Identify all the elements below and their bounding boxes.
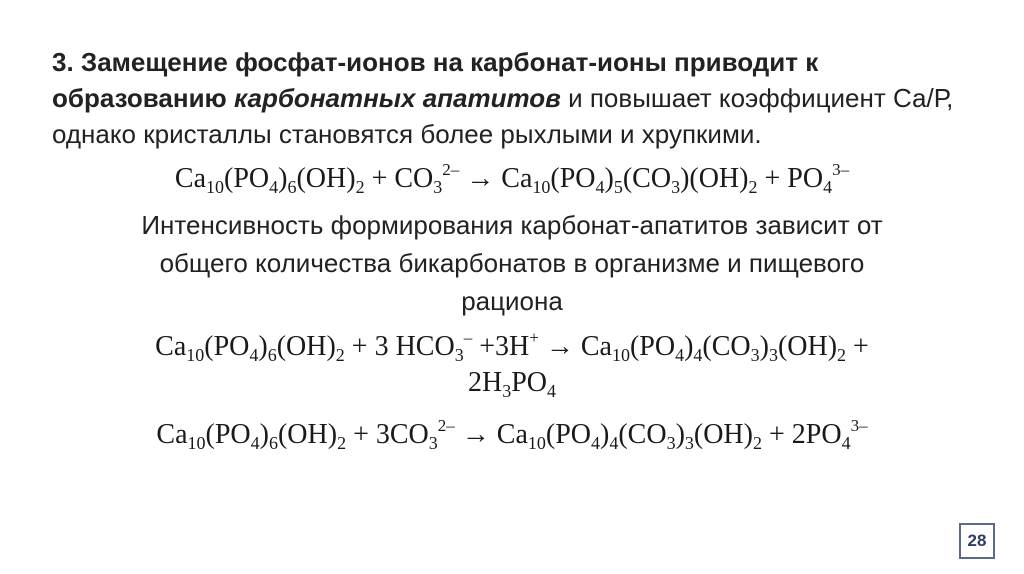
equation-term: Ca — [155, 331, 187, 362]
equation-term: 3 — [750, 345, 760, 365]
equation-term: 10 — [186, 345, 205, 365]
equation-term: (PO — [205, 419, 251, 450]
equation-term: (PO — [629, 331, 676, 362]
equation-term: + 2PO — [761, 419, 842, 450]
equation-term: 10 — [187, 433, 206, 453]
equation-1 — [40, 162, 984, 196]
equation-term: +3H — [472, 331, 530, 362]
equation-term: + CO — [364, 163, 434, 194]
equation-term: (PO — [550, 163, 596, 194]
equation-term: (OH) — [296, 163, 356, 194]
equation-term: → Ca — [459, 163, 533, 194]
equation-term: 4 — [823, 177, 833, 197]
equation-term: (PO — [545, 419, 591, 450]
equation-term: (OH) — [693, 419, 753, 450]
intensity-line-1: Интенсивность формирования карбонат-апатитов зависит от — [141, 210, 883, 240]
intensity-line-2: общего количества бикарбонатов в организме и пищевого — [159, 248, 865, 278]
paragraph-emphasis: карбонатных апатитов — [234, 83, 561, 113]
equation-term: 4 — [269, 177, 279, 197]
equation-term: 5 — [613, 177, 623, 197]
equation-term: 4 — [591, 433, 600, 453]
equation-2 — [40, 330, 984, 364]
equation-term: ) — [259, 419, 269, 450]
equation-term: (OH) — [277, 419, 338, 450]
equation-term: 3– — [832, 160, 850, 179]
equation-term: 6 — [287, 177, 297, 197]
equation-term: 4 — [609, 433, 619, 453]
paragraph-lead: 3. Замещение фосфат-ионов на карбонат-ионы приводит к образованию — [52, 47, 819, 113]
paragraph-rest: и повышает коэффициент Са/Р, однако кристаллы становятся более рыхлыми и хрупкими. — [52, 83, 954, 149]
equation-term: (OH) — [777, 331, 838, 362]
equation-term: ) — [675, 419, 685, 450]
equation-term: 10 — [611, 345, 630, 365]
equation-term: 4 — [250, 433, 260, 453]
equation-term: 4 — [841, 433, 851, 453]
equation-term: + 3 HCO — [344, 331, 455, 362]
equation-term: – — [463, 328, 473, 347]
equation-term: 2– — [442, 160, 460, 179]
equation-term: Ca — [156, 419, 188, 450]
equation-3 — [40, 418, 984, 452]
intro-paragraph — [52, 44, 982, 152]
equation-term: → Ca — [538, 331, 612, 362]
equation-term: + — [529, 328, 539, 347]
equation-term: 2 — [837, 345, 847, 365]
equation-term: + PO — [757, 163, 824, 194]
equation-term: 3 — [671, 177, 681, 197]
equation-term: 3 — [454, 345, 464, 365]
equation-term: 2 — [335, 345, 345, 365]
equation-term: 3– — [850, 416, 868, 435]
equation-term: 3 — [433, 177, 443, 197]
equation-term: (CO — [702, 331, 751, 362]
page-number: 28 — [959, 523, 995, 559]
equation-term: Ca — [174, 163, 207, 194]
equation-term: + — [846, 331, 869, 362]
equation-term: 2 — [752, 433, 762, 453]
equation-term: → Ca — [454, 419, 528, 450]
equation-term: (OH) — [276, 331, 336, 362]
equation-term: (PO — [204, 331, 250, 362]
equation-term: + 3CO — [346, 419, 429, 450]
equation-term: 3 — [768, 345, 778, 365]
equation-term: 10 — [527, 433, 546, 453]
equation-term: ) — [600, 419, 610, 450]
equation-term: 2H — [467, 367, 503, 398]
equation-term: 6 — [267, 345, 277, 365]
equation-term: 10 — [532, 177, 551, 197]
equation-term: )(OH) — [680, 163, 749, 194]
equation-term: 2 — [337, 433, 347, 453]
equation-term: 3 — [502, 381, 512, 401]
equation-term: ) — [258, 331, 268, 362]
equation-term: 3 — [428, 433, 438, 453]
equation-term: 4 — [595, 177, 605, 197]
equation-term: ) — [278, 163, 288, 194]
equation-term: (PO — [224, 163, 270, 194]
equation-2-continuation — [40, 366, 984, 400]
equation-term: 4 — [249, 345, 259, 365]
equation-term: 6 — [268, 433, 278, 453]
equation-term: 3 — [684, 433, 694, 453]
equation-term: PO — [511, 367, 548, 398]
equation-term: 4 — [547, 381, 557, 401]
equation-term: (CO — [622, 163, 672, 194]
equation-term: 2 — [748, 177, 758, 197]
equation-term: 4 — [693, 345, 703, 365]
equation-term: 3 — [666, 433, 676, 453]
equation-term: 2 — [355, 177, 365, 197]
equation-term: 4 — [675, 345, 685, 365]
equation-term: ) — [604, 163, 614, 194]
equation-term: 2– — [437, 416, 455, 435]
equation-term: ) — [684, 331, 694, 362]
equation-term: ) — [759, 331, 769, 362]
equation-term: 10 — [206, 177, 225, 197]
intensity-line-3: рациона — [461, 286, 563, 316]
equation-term: (CO — [618, 419, 667, 450]
